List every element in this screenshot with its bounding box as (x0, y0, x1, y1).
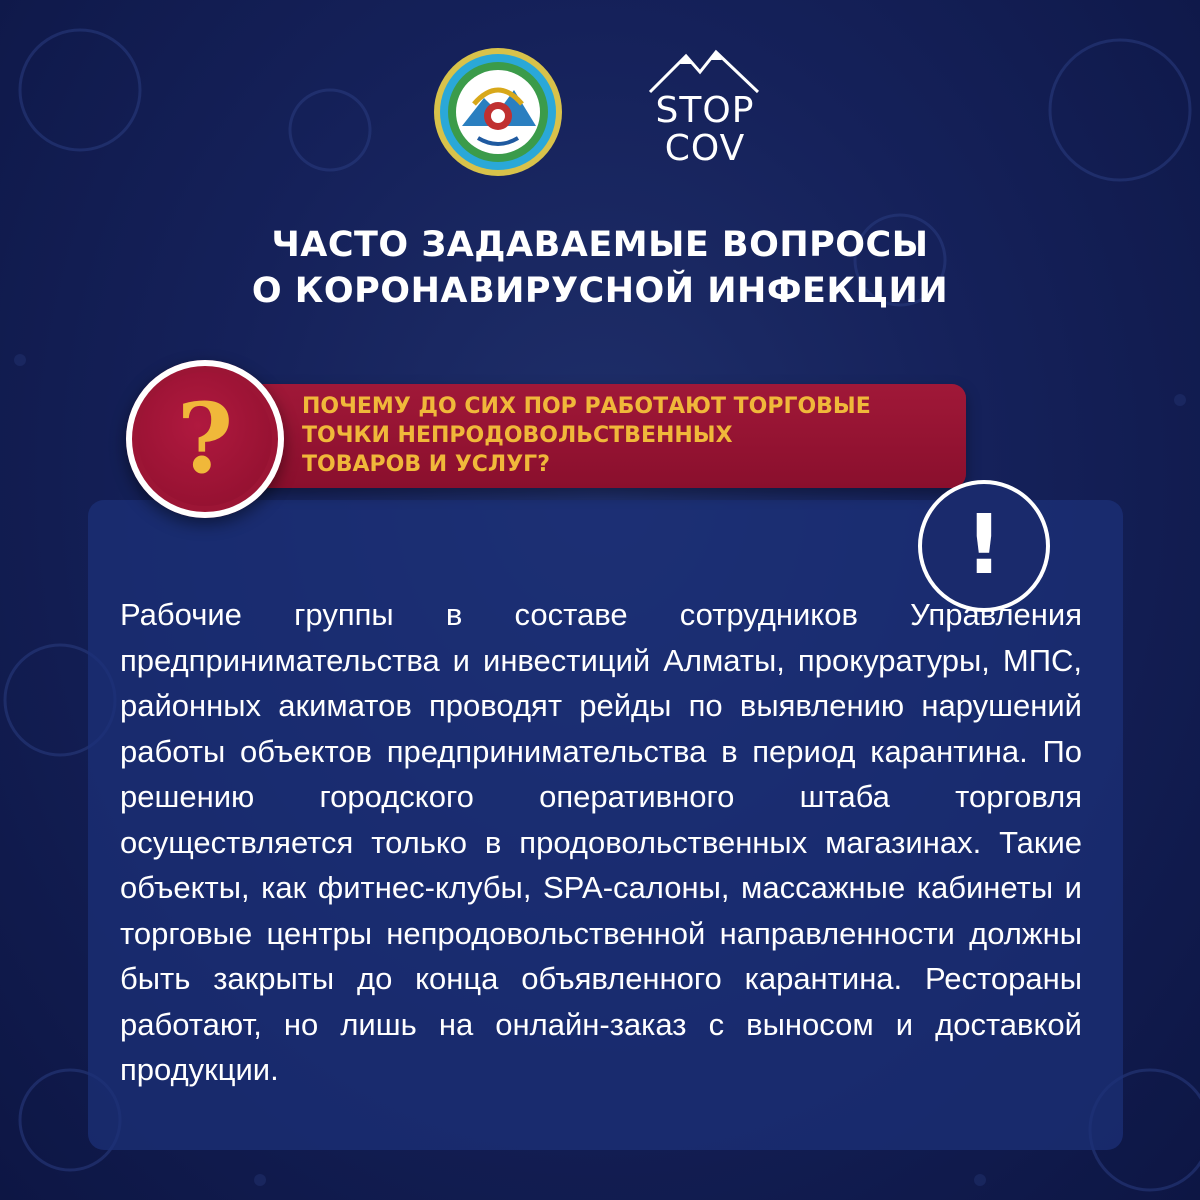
question-mark-icon: ? (138, 372, 272, 506)
question-mark-badge (126, 360, 284, 518)
logos-row (0, 40, 1200, 180)
stop-cov-logo (640, 40, 770, 180)
question-line1: ПОЧЕМУ ДО СИХ ПОР РАБОТАЮТ ТОРГОВЫЕ (302, 394, 871, 419)
stop-cov-line2: COV (664, 128, 746, 169)
question-text (302, 392, 962, 479)
mountain-icon (640, 46, 770, 96)
title-line1: ЧАСТО ЗАДАВАЕМЫЕ ВОПРОСЫ (271, 225, 929, 265)
page-title (0, 222, 1200, 314)
question-line3: ТОВАРОВ И УСЛУГ? (302, 452, 550, 477)
question-line2: ТОЧКИ НЕПРОДОВОЛЬСТВЕННЫХ (302, 423, 733, 448)
stop-cov-line1: STOP (655, 90, 755, 131)
title-line2: О КОРОНАВИРУСНОЙ ИНФЕКЦИИ (251, 271, 949, 311)
almaty-city-emblem-icon (432, 46, 564, 178)
exclamation-icon: ! (918, 480, 1050, 612)
answer-text: Рабочие группы в составе сотрудников Управления предпринимательства и инвестиций Алматы, прокуратуры, МПС, районных акиматов проводят рейды по выявлению нарушений работы объектов предпринимательства в период карантина. По решению городского оперативного штаба торговля осуществляется только в продовольственных магазинах. Такие объекты, как фитнес-клубы, SPA-салоны, массажные кабинеты и торговые центры непродовольственной направленности должны быть закрыты до конца объявленного карантина. Рестораны работают, но лишь на онлайн-заказ с выносом и доставкой продукции. (120, 597, 1082, 1087)
